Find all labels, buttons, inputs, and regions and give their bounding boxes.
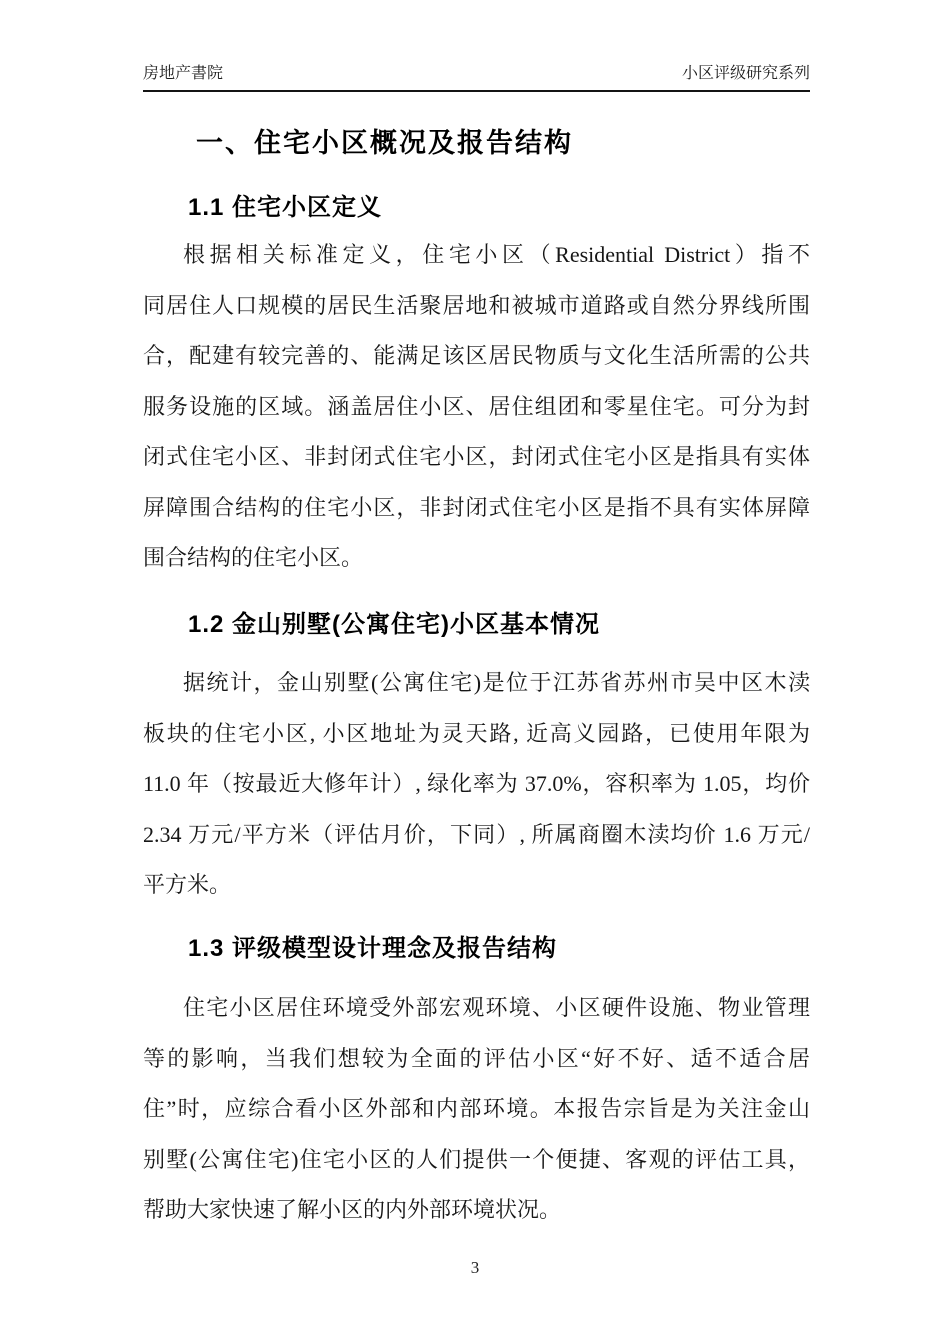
paragraph-line: 围合结构的住宅小区。 (143, 545, 364, 570)
header-left-text: 房地产書院 (143, 65, 224, 82)
paragraph-line: 闭式住宅小区、非封闭式住宅小区，封闭式住宅小区是指具有实体 (143, 444, 810, 469)
paragraph-line: 根据相关标准定义，住宅小区（Residential District）指不 (183, 242, 810, 267)
paragraph-line: 住宅小区居住环境受外部宏观环境、小区硬件设施、物业管理 (183, 995, 810, 1020)
paragraph-line: 住”时，应综合看小区外部和内部环境。本报告宗旨是为关注金山 (143, 1096, 810, 1121)
header-right-text: 小区评级研究系列 (681, 65, 810, 82)
page-header (143, 60, 810, 92)
paragraph-line: 屏障围合结构的住宅小区，非封闭式住宅小区是指不具有实体屏障 (143, 494, 810, 520)
paragraph-definition (143, 241, 810, 595)
chapter-title: 一、住宅小区概况及报告结构 (196, 128, 573, 158)
paragraph-line: 帮助大家快速了解小区的内外部环境状况。 (143, 1197, 562, 1222)
paragraph-line: 平方米。 (143, 872, 232, 897)
paragraph-line: 等的影响，当我们想较为全面的评估小区“好不好、适不适合居 (143, 1045, 810, 1071)
paragraph-basic-info (143, 669, 810, 922)
section-heading-1-2: 1.2 金山别墅(公寓住宅)小区基本情况 (188, 611, 601, 638)
paragraph-line: 板块的住宅小区, 小区地址为灵天路, 近高义园路，已使用年限为 (143, 720, 810, 746)
paragraph-line: 据统计，金山别墅(公寓住宅)是位于江苏省苏州市吴中区木渎 (183, 670, 810, 695)
paragraph-line: 11.0 年（按最近大修年计）, 绿化率为 37.0%，容积率为 1.05，均价 (143, 771, 810, 796)
paragraph-line: 别墅(公寓住宅)住宅小区的人们提供一个便捷、客观的评估工具， (143, 1146, 810, 1172)
paragraph-line: 2.34 万元/平方米（评估月价，下同）, 所属商圈木渎均价 1.6 万元/ (143, 821, 810, 847)
paragraph-line: 同居住人口规模的居民生活聚居地和被城市道路或自然分界线所围 (143, 292, 810, 318)
section-heading-1-3: 1.3 评级模型设计理念及报告结构 (188, 935, 558, 962)
paragraph-line: 合，配建有较完善的、能满足该区居民物质与文化生活所需的公共 (143, 343, 810, 368)
paragraph-line: 服务设施的区域。涵盖居住小区、居住组团和零星住宅。可分为封 (143, 393, 810, 419)
paragraph-model-design (143, 994, 810, 1247)
page-number: 3 (470, 1258, 480, 1277)
section-heading-1-1: 1.1 住宅小区定义 (188, 194, 383, 221)
